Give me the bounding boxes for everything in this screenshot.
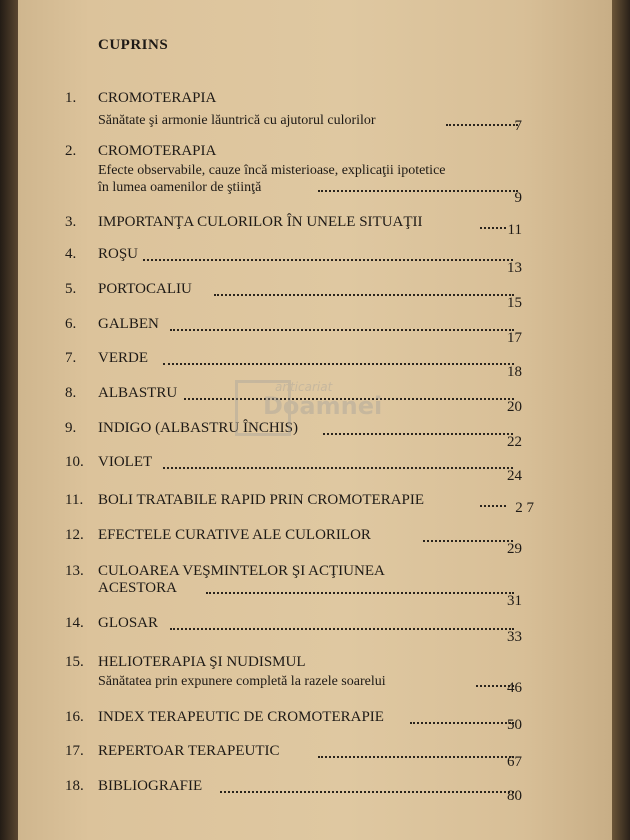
entry-page-number: 31 — [507, 593, 522, 609]
entry-title: ROŞU — [98, 246, 139, 262]
entry-page-number: 7 — [514, 118, 522, 134]
entry-page-number: 20 — [507, 399, 522, 415]
dot-leader — [163, 359, 514, 365]
entry-title: GALBEN — [98, 316, 159, 332]
dot-leader — [423, 536, 513, 542]
dot-leader — [163, 463, 513, 469]
dot-leader — [480, 223, 506, 229]
entry-number: 6. — [65, 316, 77, 332]
entry-number: 7. — [65, 350, 77, 366]
entry-number: 8. — [65, 385, 77, 401]
entry-page-number: 13 — [507, 260, 522, 276]
entry-title: ALBASTRU — [98, 385, 178, 401]
watermark-line2: Doamnei — [263, 392, 383, 420]
entry-number: 15. — [65, 654, 84, 670]
entry-page-number: 67 — [507, 754, 522, 770]
entry-number: 3. — [65, 214, 77, 230]
entry-page-number: 33 — [507, 629, 522, 645]
entry-subtitle-continued: în lumea oamenilor de ştiinţă — [98, 180, 262, 195]
dot-leader — [206, 588, 514, 594]
entry-number: 11. — [65, 492, 84, 508]
entry-title: BOLI TRATABILE RAPID PRIN CROMOTERAPIE — [98, 492, 425, 508]
entry-number: 1. — [65, 90, 77, 106]
entry-page-number: 80 — [507, 788, 522, 804]
entry-title-continued: ACESTORA — [98, 580, 177, 596]
entry-title: GLOSAR — [98, 615, 159, 631]
entry-title: EFECTELE CURATIVE ALE CULORILOR — [98, 527, 371, 543]
dot-leader — [170, 325, 514, 331]
dot-leader — [170, 624, 514, 630]
entry-subtitle: Sănătatea prin expunere completă la razele soarelui — [98, 674, 386, 689]
entry-number: 12. — [65, 527, 84, 543]
entry-page-number: 22 — [507, 434, 522, 450]
entry-title: VERDE — [98, 350, 148, 366]
entry-title: INDIGO (ALBASTRU ÎNCHIS) — [98, 420, 298, 436]
entry-page-number: 9 — [514, 190, 522, 206]
dot-leader — [318, 752, 514, 758]
entry-page-number: 17 — [507, 330, 522, 346]
watermark-line1: anticariat — [275, 380, 333, 394]
entry-page-number: 29 — [507, 541, 522, 557]
entry-title: REPERTOAR TERAPEUTIC — [98, 743, 280, 759]
entry-number: 17. — [65, 743, 84, 759]
entry-number: 10. — [65, 454, 84, 470]
entry-title: CULOAREA VEŞMINTELOR ŞI ACŢIUNEA — [98, 563, 385, 579]
dot-leader — [214, 290, 514, 296]
entry-number: 5. — [65, 281, 77, 297]
watermark-logo — [235, 380, 395, 450]
dot-leader — [318, 186, 518, 192]
dot-leader — [220, 787, 514, 793]
entry-subtitle: Sănătate şi armonie lăuntrică cu ajutorul culorilor — [98, 113, 376, 128]
entry-number: 4. — [65, 246, 77, 262]
book-gutter-shadow — [0, 0, 18, 840]
entry-title: HELIOTERAPIA ŞI NUDISMUL — [98, 654, 306, 670]
entry-number: 16. — [65, 709, 84, 725]
entry-title: PORTOCALIU — [98, 281, 192, 297]
entry-page-number: 15 — [507, 295, 522, 311]
entry-page-number: 50 — [507, 717, 522, 733]
entry-number: 2. — [65, 143, 77, 159]
entry-title: VIOLET — [98, 454, 153, 470]
entry-title: CROMOTERAPIA — [98, 90, 217, 106]
contents-heading: CUPRINS — [98, 37, 169, 53]
dot-leader — [143, 255, 513, 261]
entry-title: IMPORTANŢA CULORILOR ÎN UNELE SITUAŢII — [98, 214, 423, 230]
entry-page-number: 11 — [507, 222, 522, 238]
entry-title: CROMOTERAPIA — [98, 143, 217, 159]
dot-leader — [480, 501, 506, 507]
entry-number: 9. — [65, 420, 77, 436]
entry-number: 13. — [65, 563, 84, 579]
dot-leader — [446, 120, 518, 126]
entry-number: 18. — [65, 778, 84, 794]
entry-page-number: 2 7 — [515, 500, 534, 516]
entry-number: 14. — [65, 615, 84, 631]
entry-title: INDEX TERAPEUTIC DE CROMOTERAPIE — [98, 709, 384, 725]
entry-subtitle: Efecte observabile, cauze încă misterioase, explicaţii ipotetice — [98, 163, 446, 178]
page-edge-shadow — [612, 0, 630, 840]
dot-leader — [410, 718, 514, 724]
entry-page-number: 18 — [507, 364, 522, 380]
entry-page-number: 46 — [507, 680, 522, 696]
entry-title: BIBLIOGRAFIE — [98, 778, 203, 794]
entry-page-number: 24 — [507, 468, 522, 484]
